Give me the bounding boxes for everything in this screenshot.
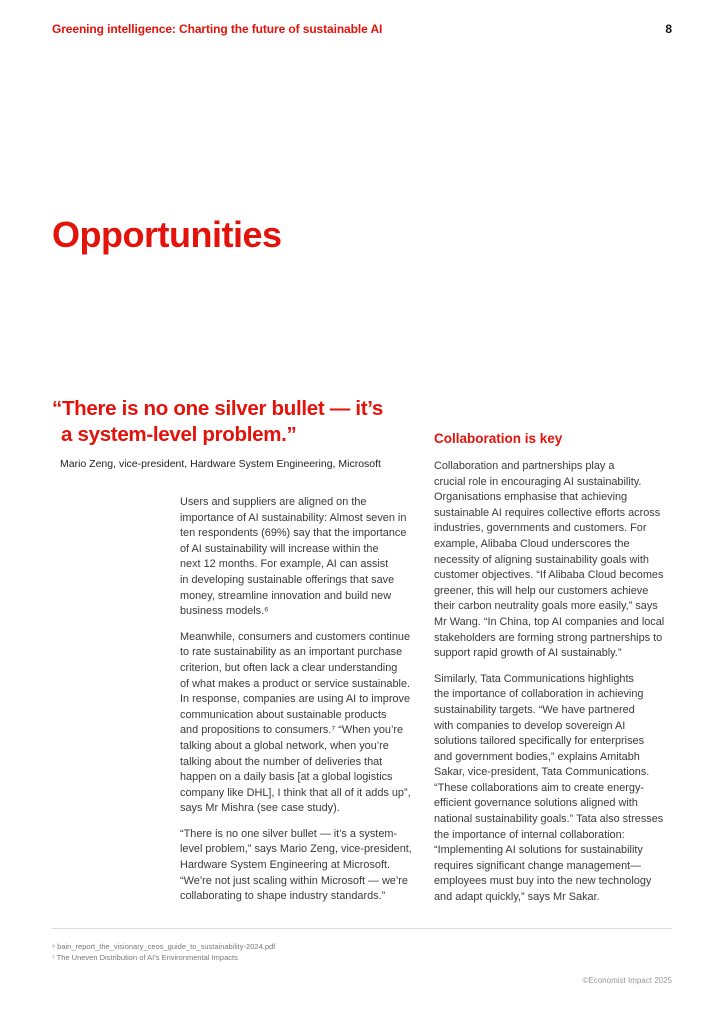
sub-heading: Collaboration is key <box>434 431 563 446</box>
paragraph: Similarly, Tata Communications highlights the importance of collaboration in achieving sustainability targets. “We have partnered with companies to develop sovereign AI solutions tailored specifically for enterprises and government bodies,” explains Amitabh Sakar, vice-president, Tata Communications. “These collaborations aim to create energy- efficient governance solutions aligned with national sustainability goals.” Tata also stresses the importance of internal collaboration: “Implementing AI solutions for sustainability requires significant change management— employees must buy into the new technology and adapt quickly,” says Mr Sakar. <box>434 672 664 904</box>
paragraph: Collaboration and partnerships play a crucial role in encouraging AI sustainability. Organisations emphasise that achieving sustainable AI requires collective efforts across industries, governments and customers. For example, Alibaba Cloud underscores the necessity of aligning sustainability goals with customer objectives. “If Alibaba Cloud becomes greener, this will help our customers achieve their carbon neutrality goals more easily,” says Mr Wang. “In China, top AI companies and local stakeholders are forming strong partnerships to support rapid growth of AI sustainably.” <box>434 460 665 660</box>
footnote: ⁶ bain_report_the_visionary_ceos_guide_to_sustainability-2024.pdf <box>52 942 276 951</box>
pull-quote <box>52 396 432 448</box>
copyright: ©Economist Impact 2025 <box>582 976 672 985</box>
left-column <box>180 495 420 915</box>
pull-quote-line-2: a system-level problem.” <box>61 423 297 446</box>
pull-quote-line-1: “There is no one silver bullet — it’s <box>52 397 384 420</box>
paragraph: Users and suppliers are aligned on the importance of AI sustainability: Almost seven in ten respondents (69%) say that the importance of AI sustainability will increase within the next 12 months. For example, AI can assist in developing sustainable offerings that save money, streamline innovation and build new business models.⁶ <box>180 496 407 618</box>
paragraph: Meanwhile, consumers and customers continue to rate sustainability as an important purchase criterion, but often lack a clear understanding of what makes a product or service sustainable. In response, companies are using AI to improve communication about sustainable products and propositions to consumers.⁷ “When you’re talking about a global network, when you’re talking about the number of deliveries that happen on a daily basis [at a global logistics company like DHL], I think that all of it adds up”, says Mr Mishra (see case study). <box>180 630 411 815</box>
header-title: Greening intelligence: Charting the future of sustainable AI <box>52 22 383 36</box>
page-number: 8 <box>665 22 672 36</box>
footnotes <box>52 941 275 963</box>
section-heading: Opportunities <box>52 214 282 255</box>
pull-quote-attribution: Mario Zeng, vice-president, Hardware System Engineering, Microsoft <box>60 458 381 470</box>
right-column <box>434 459 674 916</box>
paragraph: “There is no one silver bullet — it’s a system- level problem,” says Mario Zeng, vice-president, Hardware System Engineering at Microsoft. “We’re not just scaling within Microsoft — we’re collaborating to shape industry standards.” <box>180 827 412 903</box>
footnote-divider <box>52 928 672 929</box>
footnote: ⁷ The Uneven Distribution of AI’s Environmental Impacts <box>52 953 238 962</box>
